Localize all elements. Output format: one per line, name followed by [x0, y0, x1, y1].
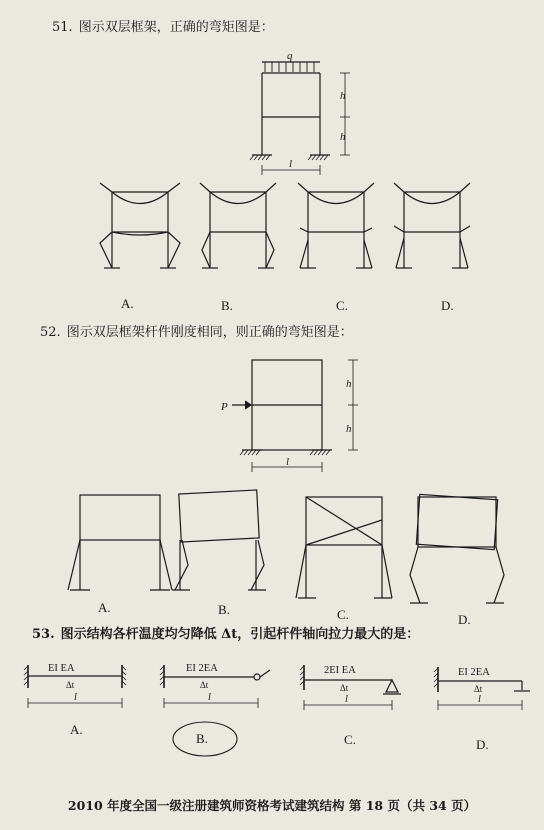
q53-option-a[interactable]: A. — [70, 722, 83, 737]
q52-height-top-label: h — [346, 378, 352, 390]
question-number: 52. — [40, 325, 61, 340]
q52-frame-diagram — [232, 360, 358, 472]
q53-option-d[interactable]: D. — [476, 737, 489, 752]
q52-option-a-diagram — [68, 495, 172, 590]
q51-frame-diagram — [250, 62, 350, 175]
q53-a-temp: Δt — [66, 680, 75, 690]
q53-option-b[interactable]: B. — [196, 731, 208, 746]
q51-option-b-diagram — [200, 183, 276, 268]
question-text: 图示结构各杆温度均匀降低 Δt，引起杆件轴向拉力最大的是： — [60, 627, 420, 642]
q52-option-c[interactable]: C. — [337, 607, 349, 622]
q52-force-label: P — [221, 401, 228, 413]
q52-option-c-diagram — [296, 497, 392, 598]
q53-a-span: l — [74, 692, 77, 703]
q51-option-c-diagram — [298, 183, 374, 268]
q53-c-props: 2EI EA — [324, 665, 356, 676]
q52-option-b-diagram — [172, 490, 266, 590]
question-text: 图示双层框架杆件刚度相同，则正确的弯矩图是： — [66, 325, 353, 340]
question-number: 53. — [32, 627, 55, 642]
q52-height-bottom-label: h — [346, 423, 352, 435]
q51-load-label: q — [287, 50, 293, 62]
question-number: 51. — [52, 20, 73, 35]
q51-option-d-diagram — [394, 183, 470, 268]
question-52 — [40, 325, 353, 341]
q51-option-b[interactable]: B. — [221, 298, 233, 313]
q52-option-b[interactable]: B. — [218, 602, 230, 617]
q52-option-a[interactable]: A. — [98, 600, 111, 615]
q53-a-props: EI EA — [48, 663, 75, 674]
q53-d-props: EI 2EA — [458, 667, 490, 678]
q51-option-c[interactable]: C. — [336, 298, 348, 313]
q53-b-props: EI 2EA — [186, 663, 218, 674]
question-53 — [32, 627, 419, 643]
q53-option-c[interactable]: C. — [344, 732, 356, 747]
page-footer: 2010 年度全国一级注册建筑师资格考试建筑结构 第 18 页（共 34 页） — [67, 798, 477, 813]
q52-span-label: l — [286, 456, 290, 468]
q51-height-top-label: h — [340, 90, 346, 102]
question-text: 图示双层框架，正确的弯矩图是： — [78, 20, 274, 35]
q53-d-span: l — [478, 694, 481, 705]
q53-d-temp: Δt — [474, 684, 483, 694]
q51-span-label: l — [289, 158, 293, 170]
q53-c-temp: Δt — [340, 683, 349, 693]
q52-option-d[interactable]: D. — [458, 612, 471, 627]
q53-c-span: l — [345, 694, 348, 705]
q51-option-d[interactable]: D. — [441, 298, 454, 313]
q53-b-span: l — [208, 692, 211, 703]
q53-b-temp: Δt — [200, 680, 209, 690]
q51-option-a-diagram — [100, 183, 180, 268]
q51-option-a[interactable]: A. — [121, 296, 134, 311]
q52-option-d-diagram — [410, 494, 504, 603]
q51-height-bottom-label: h — [340, 131, 346, 143]
